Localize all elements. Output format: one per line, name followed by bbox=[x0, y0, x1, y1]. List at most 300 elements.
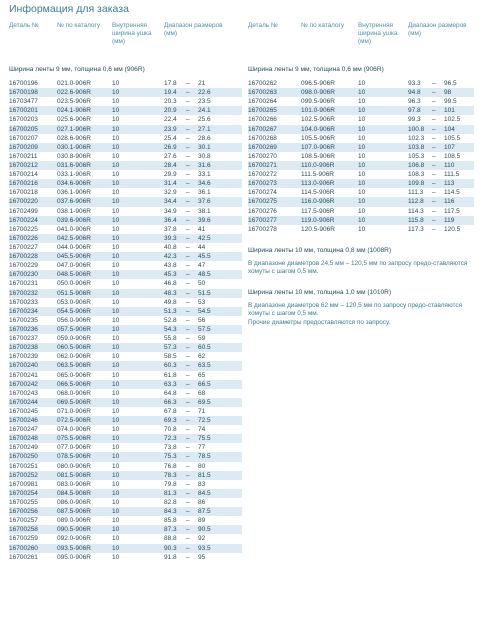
cell-range-max: 48.5 bbox=[198, 271, 211, 279]
cell-range-min: 67.8 bbox=[164, 407, 177, 415]
cell-range-max: 27.1 bbox=[198, 125, 211, 133]
cell-catalog: 095.0-906R bbox=[57, 553, 91, 561]
cell-inner-width: 10 bbox=[358, 216, 366, 224]
table-row bbox=[248, 97, 474, 106]
cell-range-dash: – bbox=[186, 134, 190, 142]
cell-range-max: 80 bbox=[198, 462, 206, 470]
cell-detail: 16700260 bbox=[9, 544, 38, 552]
cell-range-min: 106.8 bbox=[408, 161, 425, 169]
cell-range-min: 28.4 bbox=[164, 161, 177, 169]
table-body bbox=[248, 79, 474, 234]
table-row bbox=[9, 207, 242, 216]
header-range: Диапазон размеров (мм) bbox=[164, 22, 223, 37]
table-row bbox=[9, 234, 242, 243]
cell-range-dash: – bbox=[186, 426, 190, 434]
cell-range-min: 22.4 bbox=[164, 116, 177, 124]
cell-range-dash: – bbox=[186, 335, 190, 343]
header-inner-width: Внутренняя ширина ушка (мм) bbox=[358, 22, 398, 45]
cell-detail: 16700238 bbox=[9, 344, 38, 352]
note-1008r: В диапазоне диаметров 24,5 мм – 120,5 мм по запросу предо-ставляются хомуты с шагом 0,5 мм. bbox=[248, 259, 468, 276]
cell-range-dash: – bbox=[186, 307, 190, 315]
cell-catalog: 033.1-906R bbox=[57, 171, 91, 179]
cell-detail: 16700233 bbox=[9, 298, 38, 306]
cell-range-min: 51.3 bbox=[164, 307, 177, 315]
cell-range-dash: – bbox=[186, 271, 190, 279]
cell-inner-width: 10 bbox=[112, 207, 120, 215]
cell-range-min: 114.3 bbox=[408, 207, 424, 215]
table-header bbox=[9, 22, 242, 60]
cell-catalog: 101.0-906R bbox=[301, 107, 335, 115]
cell-catalog: 119.0-906R bbox=[301, 216, 335, 224]
cell-range-dash: – bbox=[186, 435, 190, 443]
table-row bbox=[9, 534, 242, 543]
cell-inner-width: 10 bbox=[358, 116, 366, 124]
cell-range-max: 65 bbox=[198, 371, 206, 379]
cell-catalog: 044.0-906R bbox=[57, 243, 91, 251]
cell-range-min: 73.8 bbox=[164, 444, 177, 452]
cell-catalog: 047.0-906R bbox=[57, 262, 91, 270]
cell-catalog: 089.0-906R bbox=[57, 517, 91, 525]
cell-range-max: 62 bbox=[198, 353, 206, 361]
cell-range-min: 82.8 bbox=[164, 499, 177, 507]
cell-detail: 16700205 bbox=[9, 125, 38, 133]
cell-range-dash: – bbox=[432, 225, 436, 233]
cell-range-min: 36.4 bbox=[164, 216, 177, 224]
cell-detail: 16700242 bbox=[9, 380, 38, 388]
table-row bbox=[9, 170, 242, 179]
cell-detail: 16700276 bbox=[248, 207, 277, 215]
cell-inner-width: 10 bbox=[358, 180, 366, 188]
cell-inner-width: 10 bbox=[112, 316, 120, 324]
cell-detail: 16700263 bbox=[248, 89, 277, 97]
cell-range-max: 89 bbox=[198, 517, 206, 525]
cell-range-min: 90.3 bbox=[164, 544, 177, 552]
header-catalog: № по каталогу bbox=[301, 22, 345, 29]
cell-range-max: 22.6 bbox=[198, 89, 211, 97]
cell-detail: 16700250 bbox=[9, 453, 38, 461]
cell-range-max: 63.5 bbox=[198, 362, 211, 370]
cell-catalog: 080.0-906R bbox=[57, 462, 91, 470]
cell-range-min: 57.3 bbox=[164, 344, 177, 352]
cell-catalog: 027.1-906R bbox=[57, 125, 91, 133]
cell-range-max: 66.5 bbox=[198, 380, 211, 388]
table-row bbox=[9, 79, 242, 88]
table-row bbox=[9, 179, 242, 188]
cell-detail: 16700236 bbox=[9, 325, 38, 333]
cell-range-min: 40.8 bbox=[164, 243, 177, 251]
cell-range-max: 87.5 bbox=[198, 508, 211, 516]
cell-range-dash: – bbox=[186, 216, 190, 224]
cell-range-max: 72.5 bbox=[198, 417, 211, 425]
cell-range-min: 94.8 bbox=[408, 89, 421, 97]
cell-inner-width: 10 bbox=[112, 535, 120, 543]
table-row bbox=[9, 553, 242, 562]
cell-detail: 16700209 bbox=[9, 143, 38, 151]
cell-range-dash: – bbox=[186, 262, 190, 270]
table-row bbox=[9, 106, 242, 115]
cell-range-min: 102.3 bbox=[408, 134, 425, 142]
table-row bbox=[248, 115, 474, 124]
header-inner-width: Внутренняя ширина ушка (мм) bbox=[112, 22, 152, 45]
table-row bbox=[248, 197, 474, 206]
cell-range-max: 57.5 bbox=[198, 325, 211, 333]
cell-inner-width: 10 bbox=[112, 435, 120, 443]
cell-inner-width: 10 bbox=[112, 289, 120, 297]
table-row bbox=[248, 216, 474, 225]
cell-detail: 16700273 bbox=[248, 180, 277, 188]
cell-inner-width: 10 bbox=[112, 107, 120, 115]
cell-catalog: 068.0-906R bbox=[57, 389, 91, 397]
cell-catalog: 030.8-906R bbox=[57, 152, 91, 160]
cell-catalog: 116.0-906R bbox=[301, 198, 335, 206]
cell-range-min: 75.3 bbox=[164, 453, 177, 461]
cell-range-min: 58.5 bbox=[164, 353, 177, 361]
table-row bbox=[9, 307, 242, 316]
cell-inner-width: 10 bbox=[112, 480, 120, 488]
cell-catalog: 120.5-906R bbox=[301, 225, 335, 233]
cell-range-max: 25.6 bbox=[198, 116, 211, 124]
cell-range-min: 52.8 bbox=[164, 316, 177, 324]
cell-range-min: 60.3 bbox=[164, 362, 177, 370]
cell-range-dash: – bbox=[432, 125, 436, 133]
cell-range-min: 20.3 bbox=[164, 98, 177, 106]
table-row bbox=[9, 489, 242, 498]
cell-detail: 16700265 bbox=[248, 107, 277, 115]
table-row bbox=[248, 161, 474, 170]
cell-detail: 16703477 bbox=[9, 98, 38, 106]
table-row bbox=[9, 361, 242, 370]
cell-range-max: 30.1 bbox=[198, 143, 211, 151]
cell-catalog: 114.5-906R bbox=[301, 189, 335, 197]
cell-range-min: 42.3 bbox=[164, 253, 177, 261]
cell-catalog: 075.5-906R bbox=[57, 435, 91, 443]
cell-detail: 16700251 bbox=[9, 462, 38, 470]
cell-inner-width: 10 bbox=[112, 216, 120, 224]
cell-inner-width: 10 bbox=[358, 207, 366, 215]
cell-range-dash: – bbox=[432, 80, 436, 87]
cell-inner-width: 10 bbox=[112, 161, 120, 169]
table-row bbox=[9, 471, 242, 480]
cell-catalog: 093.5-906R bbox=[57, 544, 91, 552]
cell-catalog: 087.5-906R bbox=[57, 508, 91, 516]
cell-range-dash: – bbox=[186, 398, 190, 406]
cell-range-dash: – bbox=[186, 298, 190, 306]
table-row bbox=[9, 371, 242, 380]
cell-inner-width: 10 bbox=[112, 253, 120, 261]
table-row bbox=[9, 134, 242, 143]
cell-range-max: 21 bbox=[198, 80, 206, 87]
cell-range-max: 24.1 bbox=[198, 107, 211, 115]
cell-inner-width: 10 bbox=[112, 344, 120, 352]
cell-inner-width: 10 bbox=[112, 189, 120, 197]
cell-inner-width: 10 bbox=[112, 417, 120, 425]
cell-detail: 16700227 bbox=[9, 243, 38, 251]
cell-catalog: 059.0-906R bbox=[57, 335, 91, 343]
cell-detail: 16700196 bbox=[9, 80, 38, 87]
cell-range-max: 71 bbox=[198, 407, 206, 415]
cell-range-max: 96.5 bbox=[444, 80, 457, 87]
cell-detail: 16702499 bbox=[9, 207, 38, 215]
cell-range-min: 29.9 bbox=[164, 171, 177, 179]
table-row bbox=[9, 407, 242, 416]
cell-inner-width: 10 bbox=[112, 389, 120, 397]
cell-catalog: 108.5-906R bbox=[301, 152, 335, 160]
cell-inner-width: 10 bbox=[112, 134, 120, 142]
table-row bbox=[248, 188, 474, 197]
note-other-diameters: Прочие диаметры предоставляются по запросу. bbox=[248, 318, 391, 326]
cell-catalog: 028.6-906R bbox=[57, 134, 91, 142]
cell-inner-width: 10 bbox=[112, 152, 120, 160]
cell-range-min: 20.9 bbox=[164, 107, 177, 115]
cell-range-dash: – bbox=[432, 152, 436, 160]
cell-range-min: 85.8 bbox=[164, 517, 177, 525]
cell-catalog: 065.0-906R bbox=[57, 371, 91, 379]
cell-inner-width: 10 bbox=[358, 225, 366, 233]
cell-range-dash: – bbox=[186, 207, 190, 215]
cell-range-min: 100.8 bbox=[408, 125, 425, 133]
table-body bbox=[9, 79, 242, 562]
cell-range-max: 33.1 bbox=[198, 171, 211, 179]
cell-range-min: 34.9 bbox=[164, 207, 177, 215]
cell-inner-width: 10 bbox=[112, 489, 120, 497]
cell-range-max: 44 bbox=[198, 243, 206, 251]
table-row bbox=[9, 334, 242, 343]
cell-range-max: 120.5 bbox=[444, 225, 461, 233]
cell-range-dash: – bbox=[186, 171, 190, 179]
cell-detail: 16700230 bbox=[9, 271, 38, 279]
cell-range-max: 36.1 bbox=[198, 189, 211, 197]
cell-inner-width: 10 bbox=[358, 198, 366, 206]
table-row bbox=[9, 88, 242, 97]
cell-catalog: 077.0-906R bbox=[57, 444, 91, 452]
cell-range-dash: – bbox=[432, 116, 436, 124]
cell-detail: 16700258 bbox=[9, 526, 38, 534]
table-row bbox=[9, 225, 242, 234]
left-column bbox=[9, 22, 242, 562]
cell-detail: 16700232 bbox=[9, 289, 38, 297]
cell-detail: 16700224 bbox=[9, 216, 38, 224]
cell-range-max: 23.5 bbox=[198, 98, 211, 106]
table-row bbox=[248, 152, 474, 161]
cell-detail: 16700245 bbox=[9, 407, 38, 415]
cell-detail: 16700247 bbox=[9, 426, 38, 434]
cell-range-dash: – bbox=[186, 462, 190, 470]
cell-range-max: 104 bbox=[444, 125, 455, 133]
cell-range-max: 56 bbox=[198, 316, 206, 324]
cell-detail: 16700198 bbox=[9, 89, 38, 97]
cell-range-dash: – bbox=[186, 161, 190, 169]
cell-range-dash: – bbox=[186, 499, 190, 507]
cell-range-min: 45.3 bbox=[164, 271, 177, 279]
table-row bbox=[9, 289, 242, 298]
header-detail: Деталь № bbox=[248, 22, 278, 29]
cell-range-dash: – bbox=[186, 371, 190, 379]
table-row bbox=[9, 325, 242, 334]
cell-range-min: 111.3 bbox=[408, 189, 424, 197]
cell-inner-width: 10 bbox=[112, 335, 120, 343]
cell-range-max: 84.5 bbox=[198, 489, 211, 497]
cell-range-dash: – bbox=[432, 107, 436, 115]
cell-range-dash: – bbox=[186, 389, 190, 397]
cell-inner-width: 10 bbox=[112, 234, 120, 242]
cell-inner-width: 10 bbox=[112, 471, 120, 479]
cell-range-max: 50 bbox=[198, 280, 206, 288]
cell-range-max: 45.5 bbox=[198, 253, 211, 261]
cell-inner-width: 10 bbox=[112, 544, 120, 552]
cell-catalog: 037.6-906R bbox=[57, 198, 91, 206]
cell-inner-width: 10 bbox=[112, 426, 120, 434]
cell-detail: 16700234 bbox=[9, 307, 38, 315]
cell-catalog: 102.5-906R bbox=[301, 116, 335, 124]
cell-range-max: 28.6 bbox=[198, 134, 211, 142]
cell-inner-width: 10 bbox=[112, 462, 120, 470]
cell-detail: 16700271 bbox=[248, 161, 277, 169]
cell-detail: 16700228 bbox=[9, 253, 38, 261]
cell-detail: 16700259 bbox=[9, 535, 38, 543]
note-1010r: В диапазоне диаметров 62 мм – 120,5 мм по запросу предо-ставляются хомуты с шагом 0,5 мм. bbox=[248, 302, 463, 318]
cell-range-dash: – bbox=[186, 344, 190, 352]
cell-range-min: 32.9 bbox=[164, 189, 177, 197]
cell-range-min: 109.8 bbox=[408, 180, 425, 188]
cell-catalog: 034.6-906R bbox=[57, 180, 91, 188]
table-row bbox=[248, 143, 474, 152]
cell-range-dash: – bbox=[432, 180, 436, 188]
cell-range-max: 34.6 bbox=[198, 180, 211, 188]
table-row bbox=[9, 188, 242, 197]
cell-catalog: 025.6-906R bbox=[57, 116, 91, 124]
cell-range-min: 69.3 bbox=[164, 417, 177, 425]
cell-detail: 16700241 bbox=[9, 371, 38, 379]
cell-range-dash: – bbox=[186, 289, 190, 297]
cell-inner-width: 10 bbox=[112, 262, 120, 270]
cell-detail: 16700270 bbox=[248, 152, 277, 160]
cell-range-dash: – bbox=[186, 280, 190, 288]
cell-range-max: 41 bbox=[198, 225, 206, 233]
cell-inner-width: 10 bbox=[112, 280, 120, 288]
table-row bbox=[9, 389, 242, 398]
cell-inner-width: 10 bbox=[112, 180, 120, 188]
cell-detail: 16700201 bbox=[9, 107, 38, 115]
cell-range-max: 93.5 bbox=[198, 544, 211, 552]
cell-catalog: 056.0-906R bbox=[57, 316, 91, 324]
cell-inner-width: 10 bbox=[112, 499, 120, 507]
cell-range-max: 39.6 bbox=[198, 216, 211, 224]
cell-range-min: 115.8 bbox=[408, 216, 424, 224]
table-row bbox=[248, 170, 474, 179]
cell-inner-width: 10 bbox=[112, 444, 120, 452]
cell-catalog: 048.5-906R bbox=[57, 271, 91, 279]
cell-range-min: 27.6 bbox=[164, 152, 177, 160]
cell-range-min: 61.8 bbox=[164, 371, 177, 379]
cell-detail: 16700249 bbox=[9, 444, 38, 452]
table-row bbox=[9, 143, 242, 152]
cell-inner-width: 10 bbox=[112, 407, 120, 415]
cell-range-max: 92 bbox=[198, 535, 206, 543]
cell-range-dash: – bbox=[186, 453, 190, 461]
table-header bbox=[248, 22, 474, 60]
cell-range-dash: – bbox=[186, 234, 190, 242]
cell-range-max: 116 bbox=[444, 198, 455, 206]
cell-inner-width: 10 bbox=[112, 298, 120, 306]
cell-range-min: 97.8 bbox=[408, 107, 421, 115]
cell-range-dash: – bbox=[186, 243, 190, 251]
cell-detail: 16700277 bbox=[248, 216, 277, 224]
cell-range-dash: – bbox=[186, 480, 190, 488]
section-title-1010r: Ширина ленты 10 мм, толщина 1,0 мм (1010R) bbox=[248, 289, 392, 297]
cell-inner-width: 10 bbox=[112, 553, 120, 561]
cell-range-min: 43.8 bbox=[164, 262, 177, 270]
table-row bbox=[9, 352, 242, 361]
cell-detail: 16700272 bbox=[248, 171, 277, 179]
table-row bbox=[9, 544, 242, 553]
cell-catalog: 098.0-906R bbox=[301, 89, 335, 97]
cell-range-dash: – bbox=[186, 152, 190, 160]
cell-detail: 16700207 bbox=[9, 134, 38, 142]
cell-catalog: 086.0-906R bbox=[57, 499, 91, 507]
cell-range-max: 53 bbox=[198, 298, 206, 306]
cell-catalog: 030.1-906R bbox=[57, 143, 91, 151]
cell-catalog: 105.5-906R bbox=[301, 134, 335, 142]
cell-range-max: 90.5 bbox=[198, 526, 211, 534]
cell-inner-width: 10 bbox=[112, 98, 120, 106]
cell-range-min: 103.8 bbox=[408, 143, 425, 151]
table-row bbox=[9, 115, 242, 124]
cell-range-min: 49.8 bbox=[164, 298, 177, 306]
table-row bbox=[9, 125, 242, 134]
cell-catalog: 110.0-906R bbox=[301, 161, 335, 169]
cell-inner-width: 10 bbox=[112, 198, 120, 206]
cell-range-min: 34.4 bbox=[164, 198, 177, 206]
table-row bbox=[9, 507, 242, 516]
cell-detail: 16700235 bbox=[9, 316, 38, 324]
cell-range-dash: – bbox=[186, 553, 190, 561]
cell-range-max: 81.5 bbox=[198, 471, 211, 479]
cell-detail: 16700269 bbox=[248, 143, 277, 151]
cell-range-max: 102.5 bbox=[444, 116, 461, 124]
cell-range-max: 37.6 bbox=[198, 198, 211, 206]
table-row bbox=[248, 207, 474, 216]
cell-detail: 16700248 bbox=[9, 435, 38, 443]
cell-detail: 16700240 bbox=[9, 362, 38, 370]
cell-range-max: 99.5 bbox=[444, 98, 457, 106]
table-row bbox=[9, 498, 242, 507]
cell-range-min: 19.4 bbox=[164, 89, 177, 97]
cell-range-dash: – bbox=[186, 89, 190, 97]
cell-detail: 16700231 bbox=[9, 280, 38, 288]
cell-inner-width: 10 bbox=[358, 152, 366, 160]
cell-detail: 16700257 bbox=[9, 517, 38, 525]
cell-inner-width: 10 bbox=[358, 125, 366, 133]
cell-inner-width: 10 bbox=[112, 353, 120, 361]
cell-catalog: 045.5-906R bbox=[57, 253, 91, 261]
cell-inner-width: 10 bbox=[358, 161, 366, 169]
cell-catalog: 041.0-906R bbox=[57, 225, 91, 233]
cell-range-dash: – bbox=[186, 444, 190, 452]
cell-detail: 16700261 bbox=[9, 553, 38, 561]
cell-catalog: 084.5-906R bbox=[57, 489, 91, 497]
table-row bbox=[9, 462, 242, 471]
cell-range-max: 47 bbox=[198, 262, 206, 270]
cell-range-min: 54.3 bbox=[164, 325, 177, 333]
cell-range-dash: – bbox=[186, 225, 190, 233]
cell-range-max: 107 bbox=[444, 143, 455, 151]
cell-catalog: 072.5-906R bbox=[57, 417, 91, 425]
cell-inner-width: 10 bbox=[358, 80, 366, 87]
cell-range-dash: – bbox=[186, 107, 190, 115]
cell-range-dash: – bbox=[432, 161, 436, 169]
cell-detail: 16700256 bbox=[9, 508, 38, 516]
cell-detail: 16700225 bbox=[9, 225, 38, 233]
